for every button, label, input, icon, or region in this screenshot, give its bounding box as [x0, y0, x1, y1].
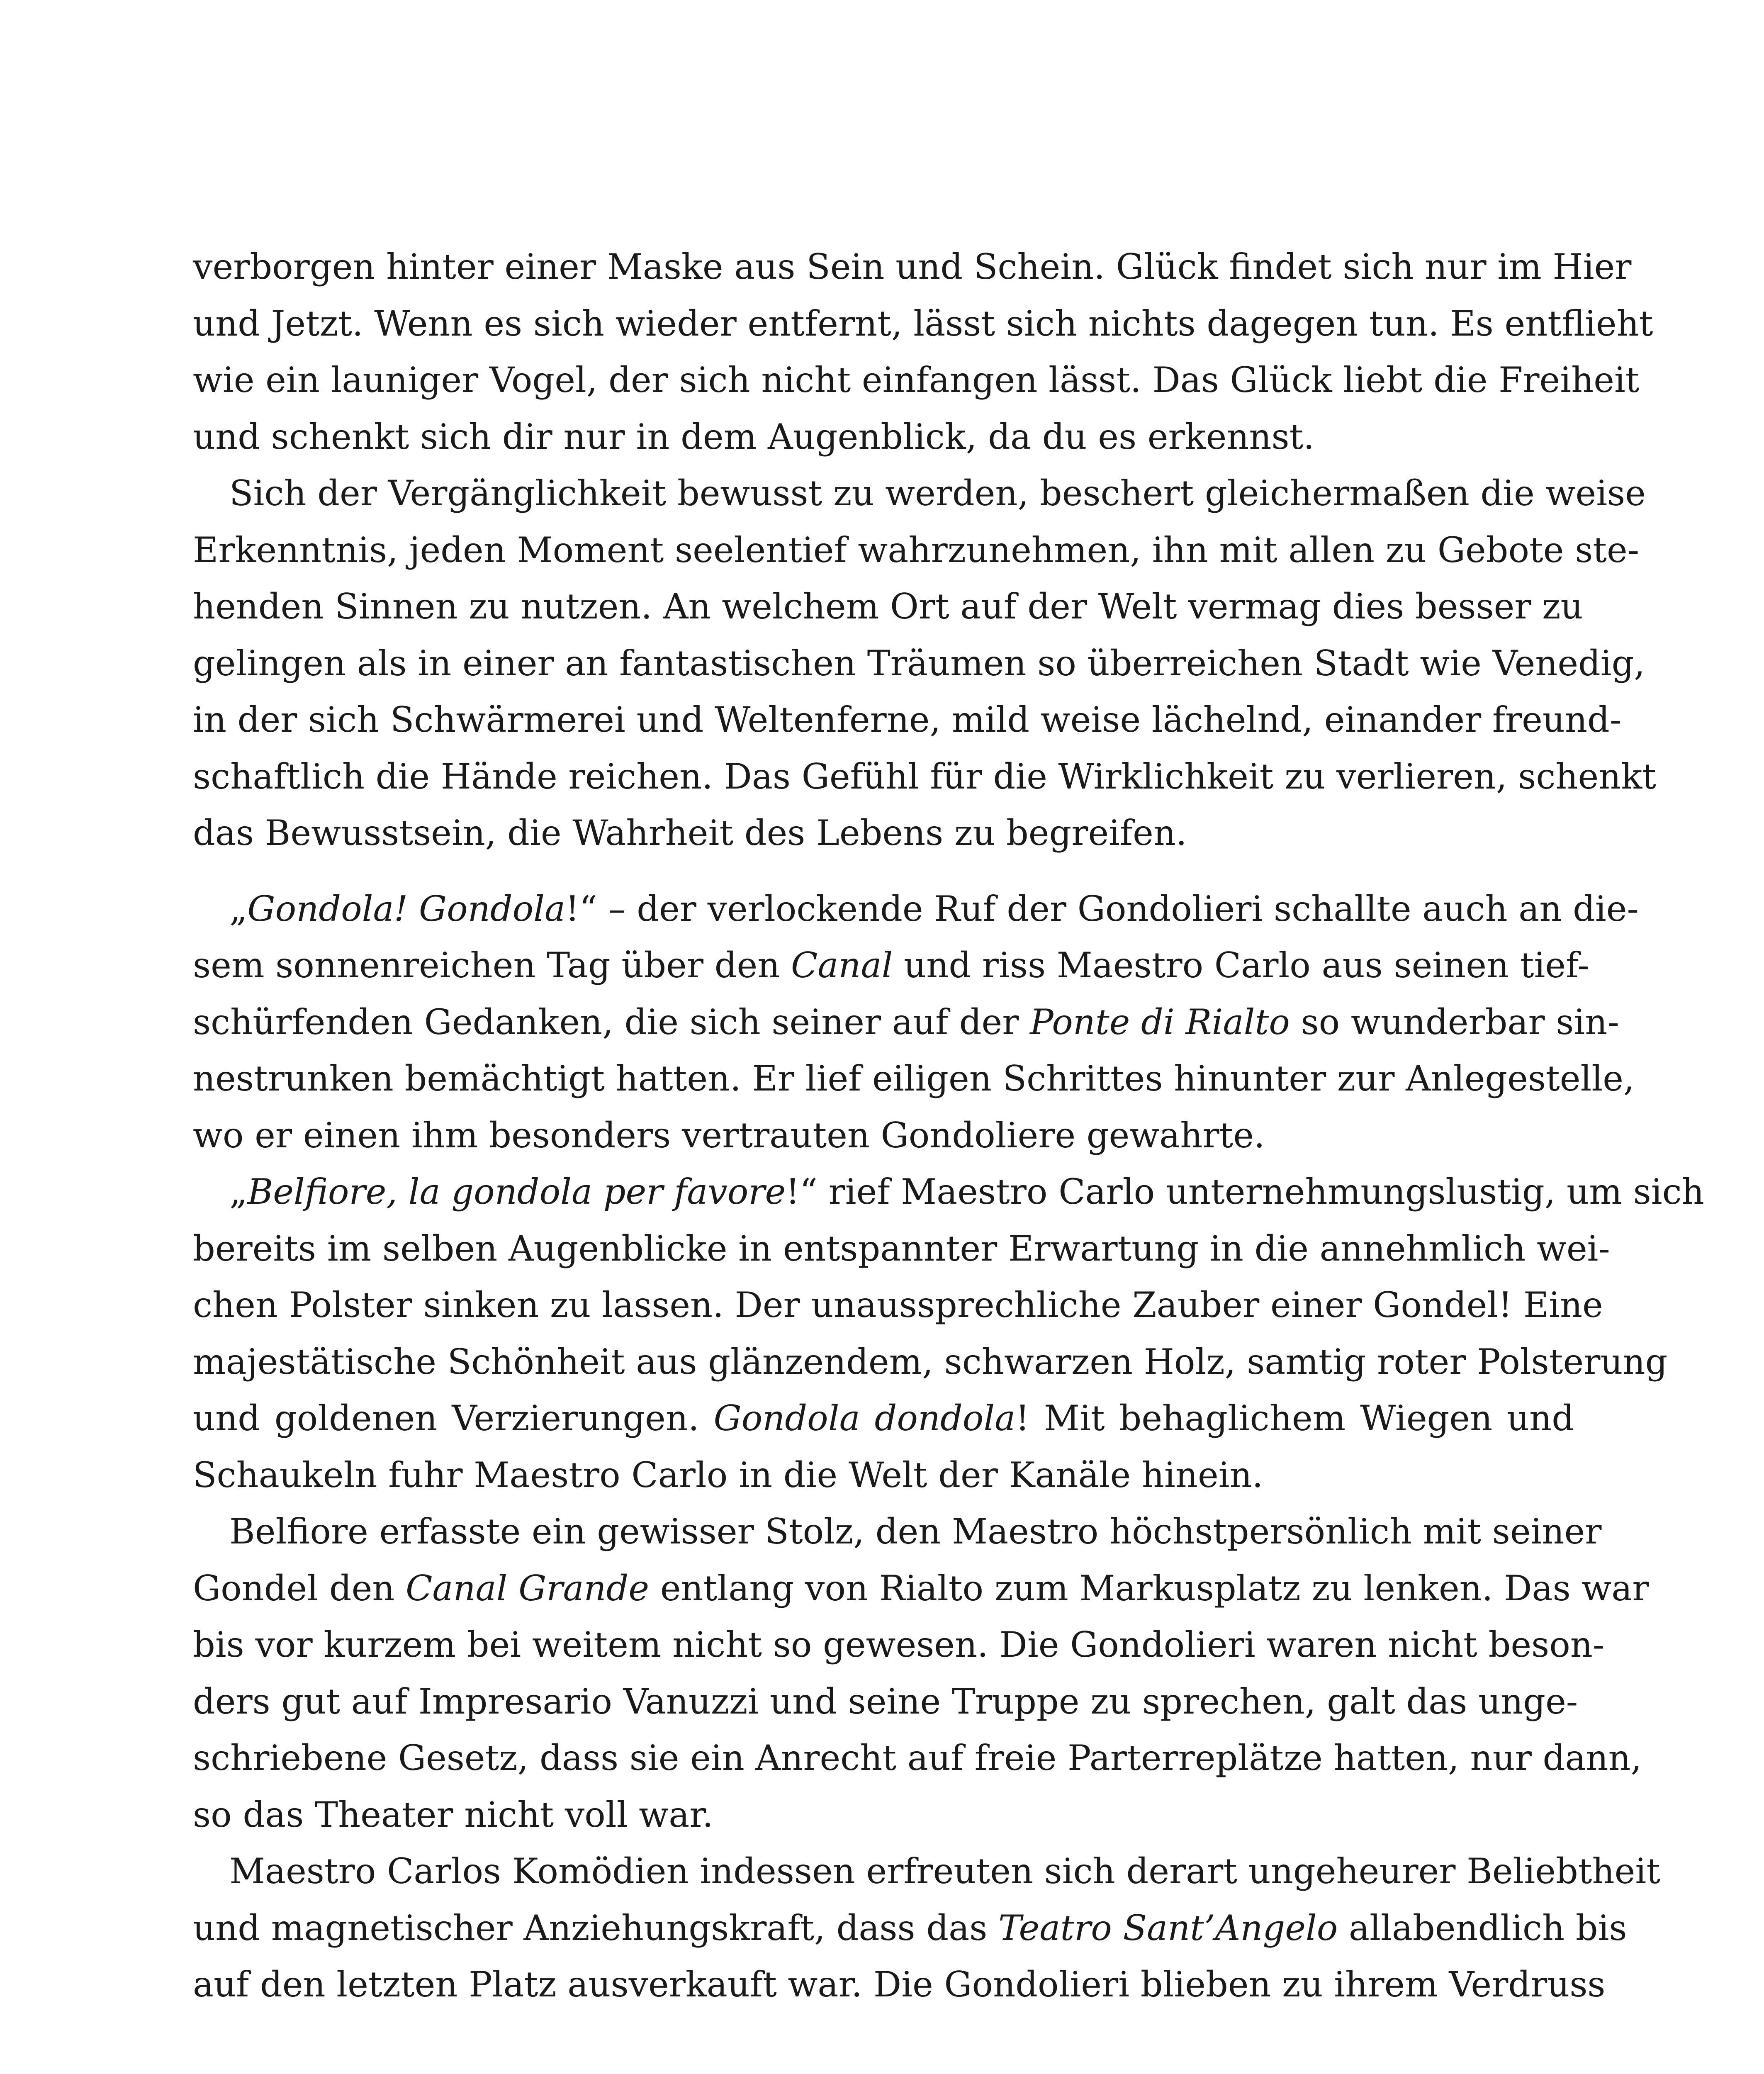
text-run: sem sonnenreichen Tag über den	[193, 945, 791, 986]
paragraph-1	[193, 239, 1653, 465]
italic-run: Belfiore, la gondola per favore	[247, 1171, 786, 1212]
body-text	[193, 239, 1704, 2013]
text-line: Maestro Carlos Komödien indessen erfreuten sich derart ungeheurer Beliebtheit	[229, 1851, 1660, 1891]
text-line: in der sich Schwärmerei und Weltenferne, mild weise lächelnd, einander freund-	[193, 699, 1622, 740]
text-line: gelingen als in einer an fantastischen Träumen so überreichen Stadt wie Venedig,	[193, 643, 1645, 684]
text-run: so wunderbar sin-	[1290, 1001, 1619, 1042]
text-line: auf den letzten Platz ausverkauft war. Die Gondolieri blieben zu ihrem Verdruss	[193, 1964, 1606, 2005]
text-line	[193, 1164, 1704, 1220]
text-line: schriebene Gesetz, dass sie ein Anrecht auf freie Parterreplätze hatten, nur dann,	[193, 1738, 1642, 1778]
italic-run: Ponte di Rialto	[1030, 1001, 1290, 1042]
text-line	[193, 1900, 1627, 1957]
text-line	[193, 1560, 1649, 1617]
text-run: und magnetischer Anziehungskraft, dass das	[193, 1907, 999, 1948]
italic-run: Canal Grande	[406, 1568, 650, 1609]
italic-run: Canal	[791, 945, 893, 986]
text-line: Erkenntnis, jeden Moment seelentief wahrzunehmen, ihn mit allen zu Gebote ste-	[193, 529, 1640, 570]
text-line: schaftlich die Hände reichen. Das Gefühl für die Wirklichkeit zu verlieren, schenkt	[193, 756, 1656, 797]
text-line: nestrunken bemächtigt hatten. Er lief eiligen Schrittes hinunter zur Anlegestelle,	[193, 1058, 1635, 1099]
text-line: henden Sinnen zu nutzen. An welchem Ort auf der Welt vermag dies besser zu	[193, 586, 1583, 627]
paragraph-4	[193, 1164, 1704, 1503]
text-line: verborgen hinter einer Maske aus Sein und Schein. Glück findet sich nur im Hier	[193, 246, 1632, 287]
text-line	[193, 937, 1589, 994]
paragraph-3	[193, 881, 1639, 1164]
text-line: bereits im selben Augenblicke in entspannter Erwartung in die annehmlich wei-	[193, 1228, 1610, 1269]
text-run: Gondel den	[193, 1568, 406, 1609]
text-run: entlang von Rialto zum Markusplatz zu lenken. Das war	[649, 1568, 1649, 1609]
text-run: !“ rief Maestro Carlo unternehmungslustig, um sich	[786, 1171, 1704, 1212]
text-run: allabendlich bis	[1338, 1907, 1627, 1948]
italic-run: Gondola! Gondola	[247, 888, 566, 929]
text-line: wo er einen ihm besonders vertrauten Gondoliere gewahrte.	[193, 1115, 1265, 1156]
text-run: ! Mit behaglichem Wiegen und	[1015, 1398, 1574, 1439]
text-run: „	[229, 888, 248, 929]
text-run: „	[229, 1171, 248, 1212]
paragraph-5	[193, 1503, 1649, 1843]
text-line: so das Theater nicht voll war.	[193, 1794, 713, 1835]
text-line	[193, 994, 1619, 1051]
text-line	[193, 881, 1639, 937]
text-run: und riss Maestro Carlo aus seinen tief-	[893, 945, 1589, 986]
italic-run: Teatro Sant’Angelo	[998, 1907, 1338, 1948]
text-line: Belfiore erfasste ein gewisser Stolz, den Maestro höchstpersönlich mit seiner	[229, 1511, 1602, 1552]
text-line: chen Polster sinken zu lassen. Der unaussprechliche Zauber einer Gondel! Eine	[193, 1285, 1603, 1325]
text-line: das Bewusstsein, die Wahrheit des Lebens zu begreifen.	[193, 813, 1187, 853]
text-line: bis vor kurzem bei weitem nicht so gewesen. Die Gondolieri waren nicht beson-	[193, 1624, 1605, 1665]
text-line: ders gut auf Impresario Vanuzzi und seine Truppe zu sprechen, galt das unge-	[193, 1681, 1578, 1722]
text-line: wie ein launiger Vogel, der sich nicht einfangen lässt. Das Glück liebt die Freiheit	[193, 360, 1640, 400]
text-line	[193, 1390, 1574, 1447]
text-run: schürfenden Gedanken, die sich seiner auf der	[193, 1001, 1030, 1042]
text-run: und goldenen Verzierungen.	[193, 1398, 714, 1439]
text-line: majestätische Schönheit aus glänzendem, schwarzen Holz, samtig roter Polsterung	[193, 1341, 1668, 1382]
paragraph-6	[193, 1843, 1660, 2013]
paragraph-2	[193, 465, 1656, 862]
text-run: !“ – der verlockende Ruf der Gondolieri schallte auch an die-	[565, 888, 1639, 929]
text-line: und schenkt sich dir nur in dem Augenblick, da du es erkennst.	[193, 416, 1315, 457]
text-line: und Jetzt. Wenn es sich wieder entfernt, lässt sich nichts dagegen tun. Es entflieht	[193, 303, 1653, 344]
text-line: Sich der Vergänglichkeit bewusst zu werden, beschert gleichermaßen die weise	[229, 473, 1646, 514]
text-line: Schaukeln fuhr Maestro Carlo in die Welt der Kanäle hinein.	[193, 1454, 1263, 1495]
italic-run: Gondola dondola	[713, 1398, 1016, 1439]
